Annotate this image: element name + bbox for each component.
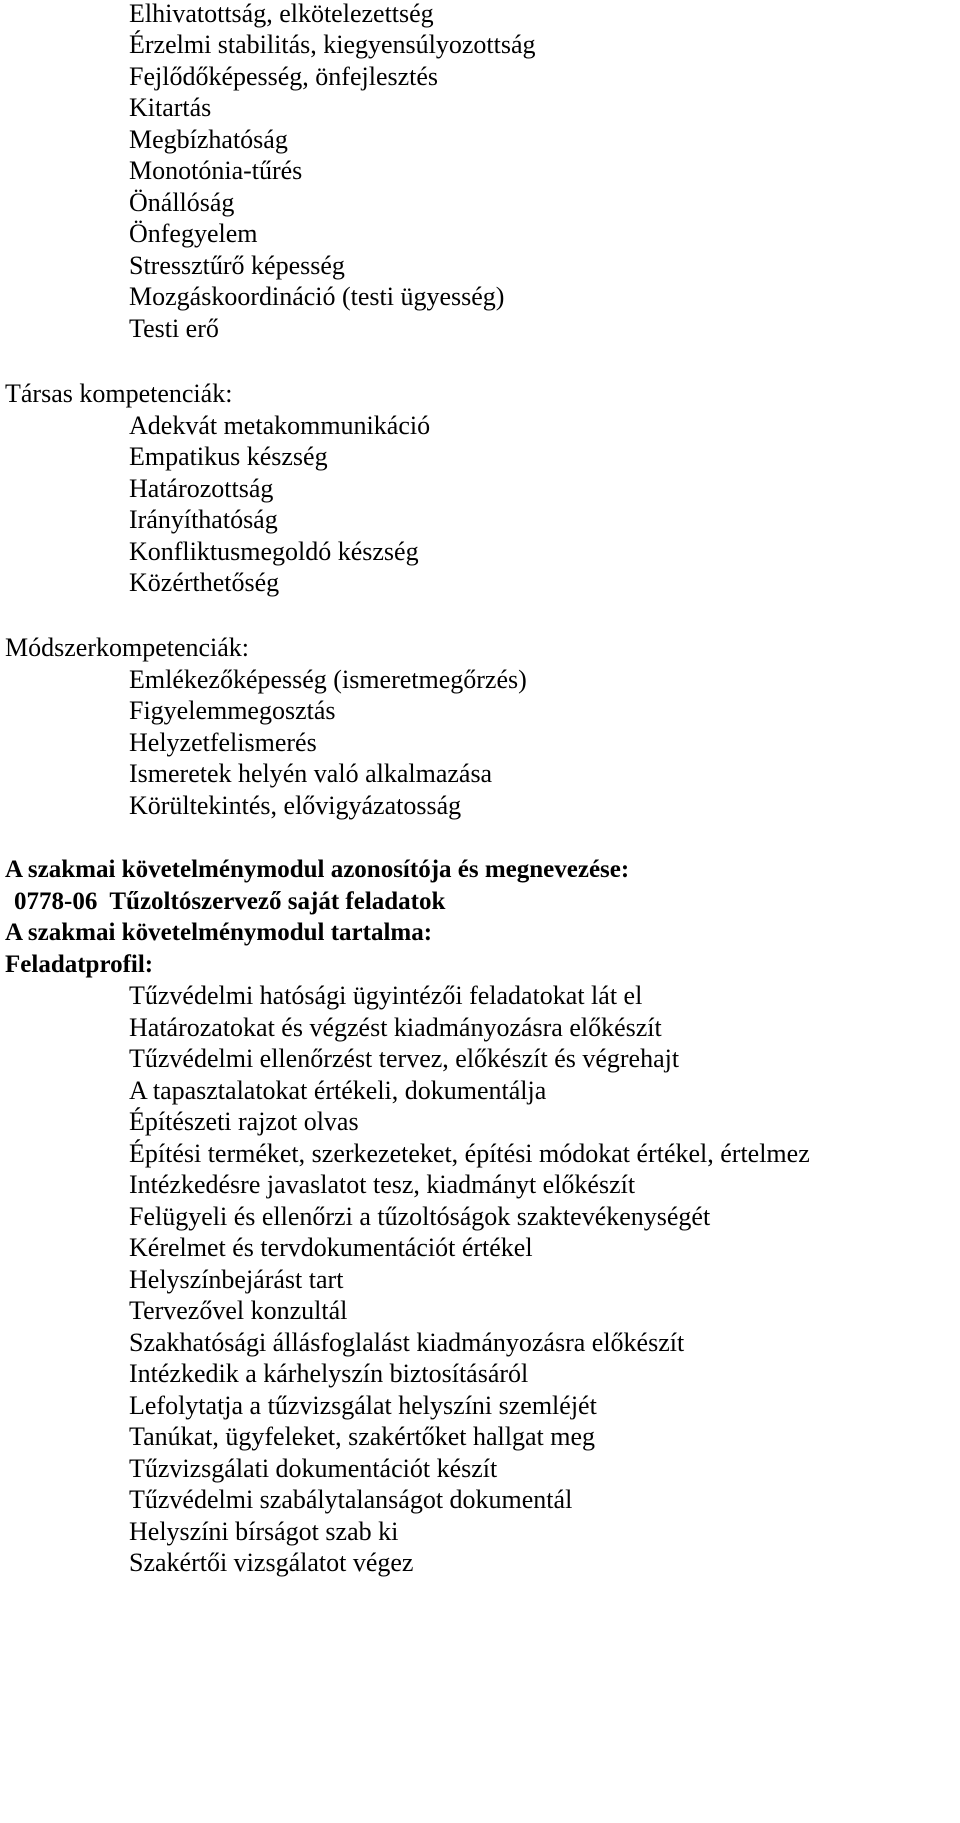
task-item: Tanúkat, ügyfeleket, szakértőket hallgat meg <box>129 1422 595 1451</box>
task-item: Tűzvédelmi hatósági ügyintézői feladatokat lát el <box>129 981 643 1010</box>
task-item: Kérelmet és tervdokumentációt értékel <box>129 1233 533 1262</box>
list-item: Körültekintés, elővigyázatosság <box>129 791 462 820</box>
task-item: Helyszínbejárást tart <box>129 1265 344 1294</box>
task-item: Határozatokat és végzést kiadmányozásra előkészít <box>129 1013 662 1042</box>
section-heading-social: Társas kompetenciák: <box>5 379 233 408</box>
list-item: Irányíthatóság <box>129 505 278 534</box>
list-item: Figyelemmegosztás <box>129 696 336 725</box>
list-item: Határozottság <box>129 474 274 503</box>
task-item: Építési terméket, szerkezeteket, építési módokat értékel, értelmez <box>129 1139 810 1168</box>
list-item: Közérthetőség <box>129 568 280 597</box>
list-item: Megbízhatóság <box>129 125 288 154</box>
list-item: Helyzetfelismerés <box>129 728 317 757</box>
task-profile-heading: Feladatprofil: <box>5 951 154 978</box>
list-item: Elhivatottság, elkötelezettség <box>129 0 434 28</box>
task-item: Intézkedésre javaslatot tesz, kiadmányt előkészít <box>129 1170 636 1199</box>
task-item: Tűzvizsgálati dokumentációt készít <box>129 1454 498 1483</box>
list-item: Önfegyelem <box>129 219 258 248</box>
list-item: Empatikus készség <box>129 442 328 471</box>
task-item: Tűzvédelmi szabálytalanságot dokumentál <box>129 1485 573 1514</box>
module-id-heading: A szakmai követelménymodul azonosítója és megnevezése: <box>5 856 630 883</box>
list-item: Testi erő <box>129 314 219 343</box>
list-item: Konfliktusmegoldó készség <box>129 537 419 566</box>
list-item: Érzelmi stabilitás, kiegyensúlyozottság <box>129 30 536 59</box>
task-item: Tűzvédelmi ellenőrzést tervez, előkészít és végrehajt <box>129 1044 680 1073</box>
list-item: Önállóság <box>129 188 235 217</box>
task-item: Helyszíni bírságot szab ki <box>129 1517 399 1546</box>
list-item: Kitartás <box>129 93 212 122</box>
task-item: Szakhatósági állásfoglalást kiadmányozásra előkészít <box>129 1328 685 1357</box>
list-item: Mozgáskoordináció (testi ügyesség) <box>129 282 505 311</box>
list-item: Adekvát metakommunikáció <box>129 411 431 440</box>
task-item: Felügyeli és ellenőrzi a tűzoltóságok szaktevékenységét <box>129 1202 711 1231</box>
task-item: A tapasztalatokat értékeli, dokumentálja <box>129 1076 547 1105</box>
task-item: Szakértői vizsgálatot végez <box>129 1548 414 1577</box>
task-item: Építészeti rajzot olvas <box>129 1107 359 1136</box>
task-item: Intézkedik a kárhelyszín biztosításáról <box>129 1359 529 1388</box>
task-item: Lefolytatja a tűzvizsgálat helyszíni szemléjét <box>129 1391 597 1420</box>
list-item: Fejlődőképesség, önfejlesztés <box>129 62 439 91</box>
task-item: Tervezővel konzultál <box>129 1296 348 1325</box>
list-item: Emlékezőképesség (ismeretmegőrzés) <box>129 665 527 694</box>
list-item: Monotónia-tűrés <box>129 156 303 185</box>
module-id-value: 0778-06 Tűzoltószervező saját feladatok <box>14 888 446 915</box>
list-item: Stressztűrő képesség <box>129 251 345 280</box>
section-heading-method: Módszerkompetenciák: <box>5 633 250 662</box>
module-content-heading: A szakmai követelménymodul tartalma: <box>5 919 433 946</box>
list-item: Ismeretek helyén való alkalmazása <box>129 759 493 788</box>
